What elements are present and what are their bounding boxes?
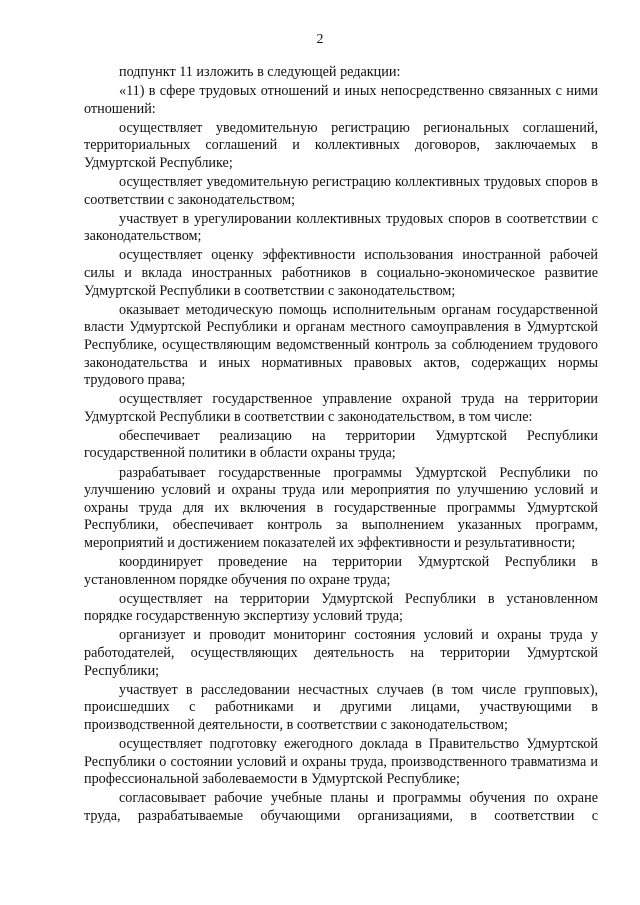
paragraph: разрабатывает государственные программы Удмуртской Республики по улучшению условий и охраны труда или мероприятия по улучшению условий и охраны труда для их включения в государственные программы Удмуртской Республики, обеспечивает контроль за выполнением указанных программ, мероприятий и достижением показателей их эффективности и результативности; <box>84 464 598 551</box>
paragraph: осуществляет государственное управление охраной труда на территории Удмуртской Республики в соответствии с законодательством, в том числе: <box>84 391 598 425</box>
paragraph: осуществляет оценку эффективности использования иностранной рабочей силы и вклада иностранных работников в социально-экономическое развитие Удмуртской Республики в соответствии с законодательством; <box>84 247 598 299</box>
paragraph: осуществляет подготовку ежегодного доклада в Правительство Удмуртской Республики о состоянии условий и охраны труда, производственного травматизма и профессиональной заболеваемости в Удмуртской Республике; <box>84 735 598 788</box>
paragraph: организует и проводит мониторинг состояния условий и охраны труда у работодателей, осуществляющих деятельность на территории Удмуртской Республики; <box>84 627 598 679</box>
paragraph: «11) в сфере трудовых отношений и иных непосредственно связанных с ними отношений: <box>84 83 598 117</box>
paragraph: участвует в расследовании несчастных случаев (в том числе групповых), происшедших с работниками и другими лицами, участвующими в производственной деятельности, в соответствии с законодательством; <box>84 681 598 733</box>
paragraph: координирует проведение на территории Удмуртской Республики в установленном порядке обучения по охране труда; <box>84 554 598 588</box>
paragraph: осуществляет на территории Удмуртской Республики в установленном порядке государственную экспертизу условий труда; <box>84 590 598 625</box>
paragraph: оказывает методическую помощь исполнительным органам государственной власти Удмуртской Республики и органам местного самоуправления в Удмуртской Республике, осуществляющим ведомственный контроль за соблюдением трудового законодательства и иных нормативных правовых актов, содержащих нормы трудового права; <box>84 301 598 389</box>
paragraph: обеспечивает реализацию на территории Удмуртской Республики государственной политики в области охраны труда; <box>84 427 598 462</box>
paragraph: осуществляет уведомительную регистрацию региональных соглашений, территориальных соглашений и коллективных договоров, заключаемых в Удмуртской Республике; <box>84 119 598 171</box>
paragraph: участвует в урегулировании коллективных трудовых споров в соответствии с законодательством; <box>84 210 598 245</box>
document-body <box>84 64 598 827</box>
paragraph: согласовывает рабочие учебные планы и программы обучения по охране труда, разрабатываемые обучающими организациями, в соответствии с <box>84 790 598 824</box>
page-number: 2 <box>316 32 324 47</box>
paragraph: осуществляет уведомительную регистрацию коллективных трудовых споров в соответствии с законодательством; <box>84 174 598 208</box>
paragraph: подпункт 11 изложить в следующей редакции: <box>119 64 401 80</box>
